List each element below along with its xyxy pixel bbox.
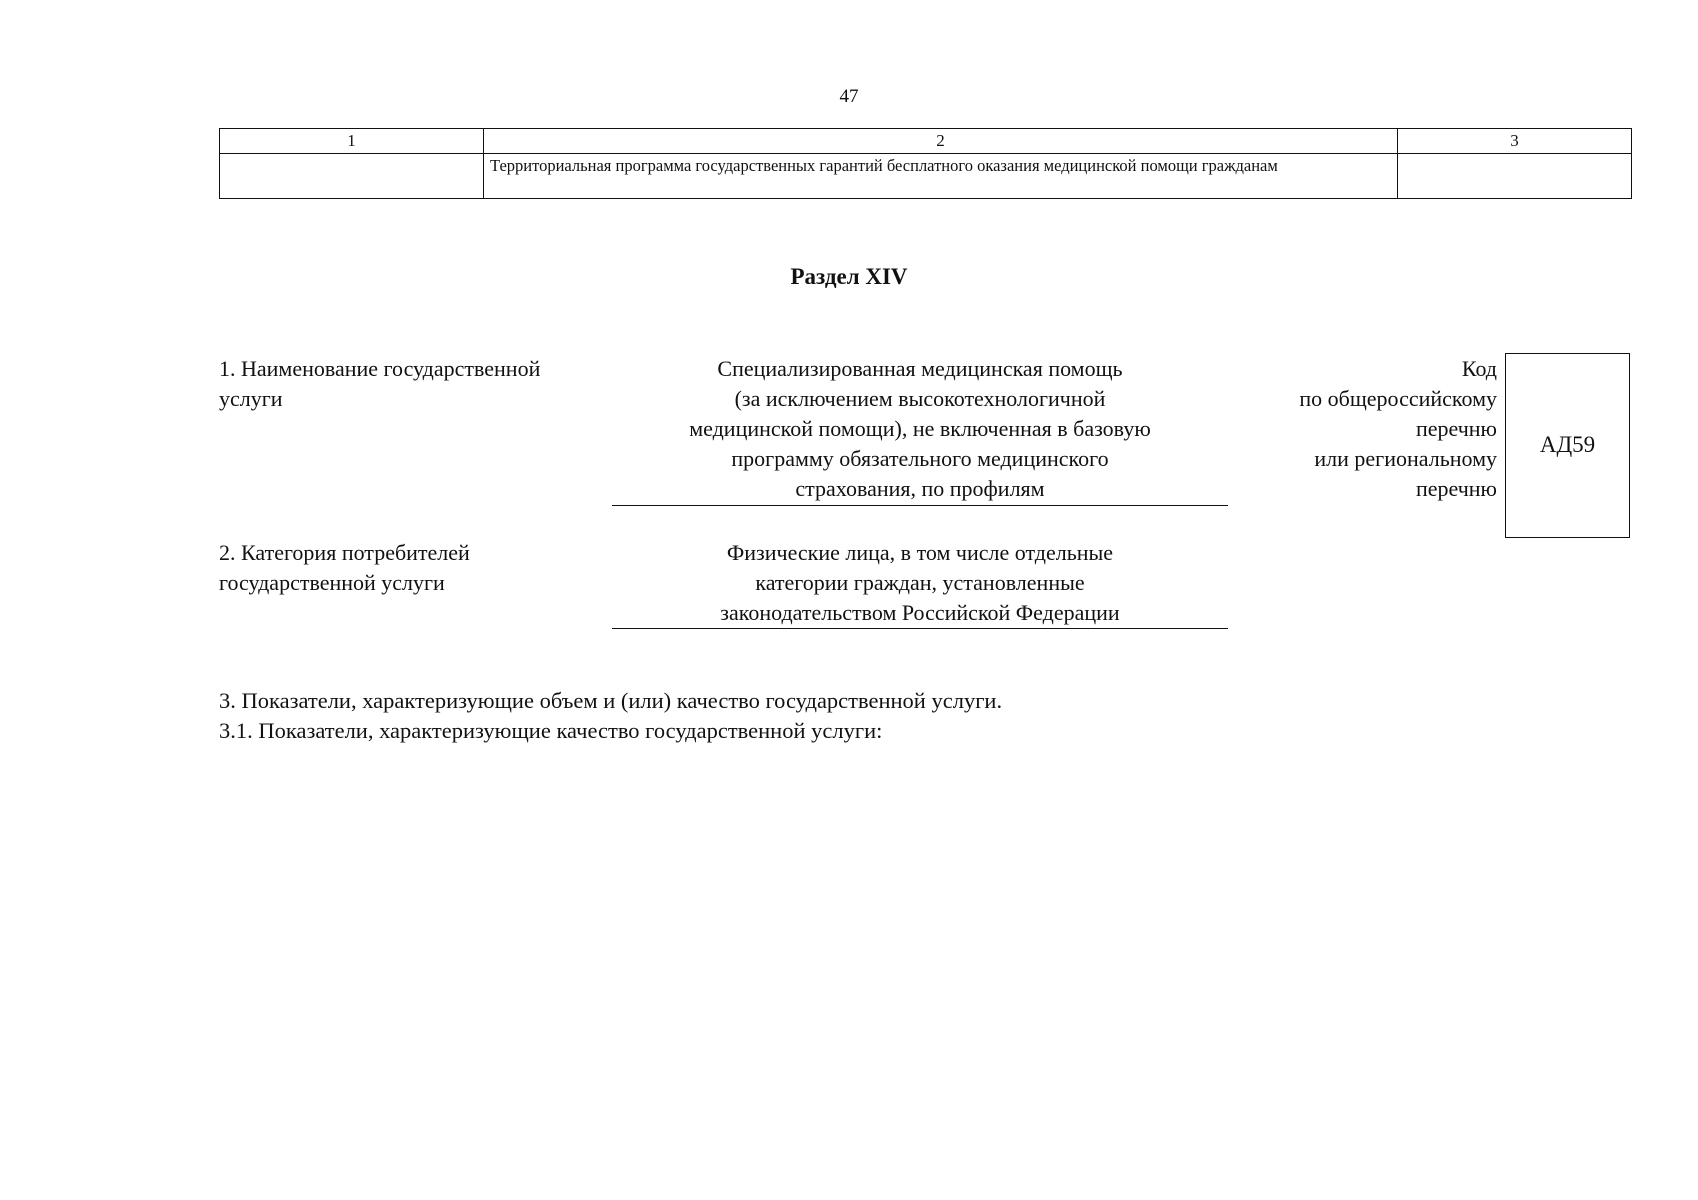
code-box <box>1505 353 1630 538</box>
table-cell <box>220 154 484 199</box>
code-label-line: перечню <box>1415 476 1497 501</box>
section-title: Раздел XIV <box>790 264 908 289</box>
table-cell <box>484 154 1398 199</box>
program-name-text: Территориальная программа государственных гарантий бесплатного оказания медицинской помощи гражданам <box>490 156 1278 175</box>
table-header-cell: 3 <box>1398 129 1632 154</box>
value-line: законодательством Российской Федерации <box>720 600 1120 625</box>
label-line: 1. Наименование государственной <box>219 356 541 381</box>
value-line: Физические лица, в том числе отдельные <box>726 540 1114 565</box>
code-label-line: или региональному <box>1314 446 1497 471</box>
label-line: 2. Категория потребителей <box>219 540 470 565</box>
table-cell <box>1398 154 1632 199</box>
value-line: программу обязательного медицинского <box>731 446 1109 471</box>
service-name-value <box>612 354 1228 504</box>
paragraph-3: 3. Показатели, характеризующие объем и (или) качество государственной услуги. <box>219 688 1003 713</box>
paragraph-3-1: 3.1. Показатели, характеризующие качество государственной услуги: <box>219 718 883 743</box>
consumer-category-label <box>219 538 470 598</box>
label-line: государственной услуги <box>219 570 445 595</box>
service-name-label <box>219 354 540 414</box>
value-line: (за исключением высокотехнологичной <box>734 386 1106 411</box>
code-label-line: по общероссийскому <box>1299 386 1497 411</box>
code-value: АД59 <box>1539 432 1596 457</box>
label-line: услуги <box>219 386 283 411</box>
code-label-line: перечню <box>1415 416 1497 441</box>
table-header-row <box>220 129 1632 154</box>
table-header-cell: 1 <box>220 129 484 154</box>
service-name-underline <box>612 505 1228 506</box>
consumer-category-value <box>612 538 1228 628</box>
continuation-table <box>219 128 1632 199</box>
value-line: страхования, по профилям <box>795 476 1045 501</box>
value-line: медицинской помощи), не включенная в базовую <box>689 416 1151 441</box>
page-number: 47 <box>839 86 859 107</box>
code-label <box>1225 354 1497 504</box>
value-line: Специализированная медицинская помощь <box>717 356 1123 381</box>
consumer-category-underline <box>612 628 1228 629</box>
table-header-cell: 2 <box>484 129 1398 154</box>
table-row <box>220 154 1632 199</box>
code-label-line: Код <box>1461 356 1497 381</box>
value-line: категории граждан, установленные <box>755 570 1085 595</box>
